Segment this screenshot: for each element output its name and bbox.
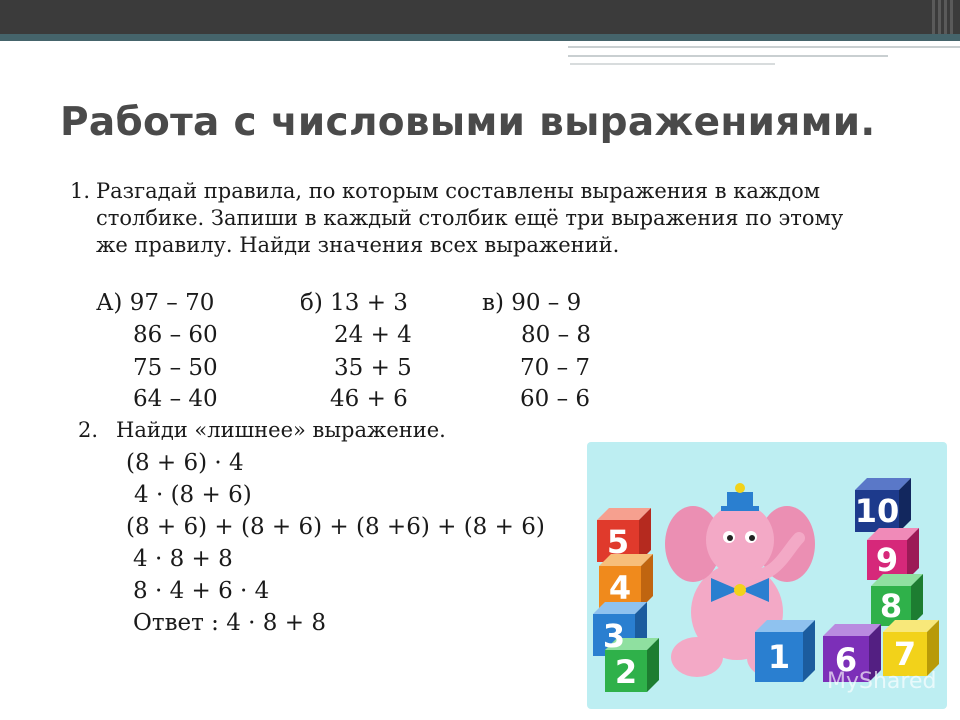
col-c-expr: 70 – 7 xyxy=(520,355,591,381)
col-a-expr: 86 – 60 xyxy=(133,322,218,348)
task2-expr: (8 + 6) · 4 xyxy=(126,450,244,476)
cube-label: 3 xyxy=(602,617,626,655)
task2-text: Найди «лишнее» выражение. xyxy=(116,418,446,442)
col-b-label: б) xyxy=(300,290,323,316)
illustration-svg xyxy=(587,442,947,709)
col-a-expr: 97 – 70 xyxy=(129,290,215,316)
task1-number: 1. xyxy=(70,179,91,203)
col-a-expr: 75 – 50 xyxy=(133,355,218,381)
cube-label: 5 xyxy=(606,523,630,561)
col-b-row xyxy=(300,290,408,316)
col-c-expr: 60 – 6 xyxy=(520,386,591,412)
cube-label: 1 xyxy=(767,638,791,676)
task1-text: Разгадай правила, по которым составлены выражения в каждом столбике. Запиши в каждый столбик ещё три выражения по этому же правилу. Найди значения всех выражений. xyxy=(96,179,844,257)
task2-number: 2. xyxy=(78,418,99,442)
task2 xyxy=(78,418,446,442)
col-c-row xyxy=(482,290,581,316)
cube-label: 2 xyxy=(614,653,638,691)
col-a-expr: 64 – 40 xyxy=(133,386,218,412)
decor-line xyxy=(568,46,960,48)
task2-expr: 4 · (8 + 6) xyxy=(134,482,252,508)
col-c-label: в) xyxy=(482,290,504,316)
decor-line xyxy=(568,55,888,57)
elephant-cubes-illustration xyxy=(587,442,947,709)
col-b-expr: 46 + 6 xyxy=(330,386,408,412)
top-bar-accent xyxy=(0,34,960,41)
slide-title: Работа с числовыми выражениями. xyxy=(60,100,876,145)
col-b-expr: 35 + 5 xyxy=(334,355,412,381)
col-c-expr: 80 – 8 xyxy=(521,322,592,348)
cube-label: 6 xyxy=(834,641,858,679)
col-c-expr: 90 – 9 xyxy=(511,290,582,316)
col-b-expr: 13 + 3 xyxy=(330,290,408,316)
col-a-label: А) xyxy=(96,290,123,316)
task2-expr: (8 + 6) + (8 + 6) + (8 +6) + (8 + 6) xyxy=(126,514,545,540)
cube-label: 4 xyxy=(608,569,632,607)
top-bar xyxy=(0,0,960,34)
top-bar-stripes xyxy=(932,0,956,34)
cube-label: 10 xyxy=(854,492,900,530)
cube-label: 8 xyxy=(879,587,903,625)
decor-line xyxy=(570,63,775,65)
task1 xyxy=(70,178,890,259)
col-b-expr: 24 + 4 xyxy=(334,322,412,348)
col-a-row xyxy=(96,290,214,316)
task2-answer: Ответ : 4 · 8 + 8 xyxy=(133,610,326,636)
task2-expr: 8 · 4 + 6 · 4 xyxy=(133,578,270,604)
cube-label: 9 xyxy=(875,541,899,579)
task2-expr: 4 · 8 + 8 xyxy=(133,546,233,572)
cube-label: 7 xyxy=(893,635,917,673)
watermark: MyShared xyxy=(827,669,937,694)
